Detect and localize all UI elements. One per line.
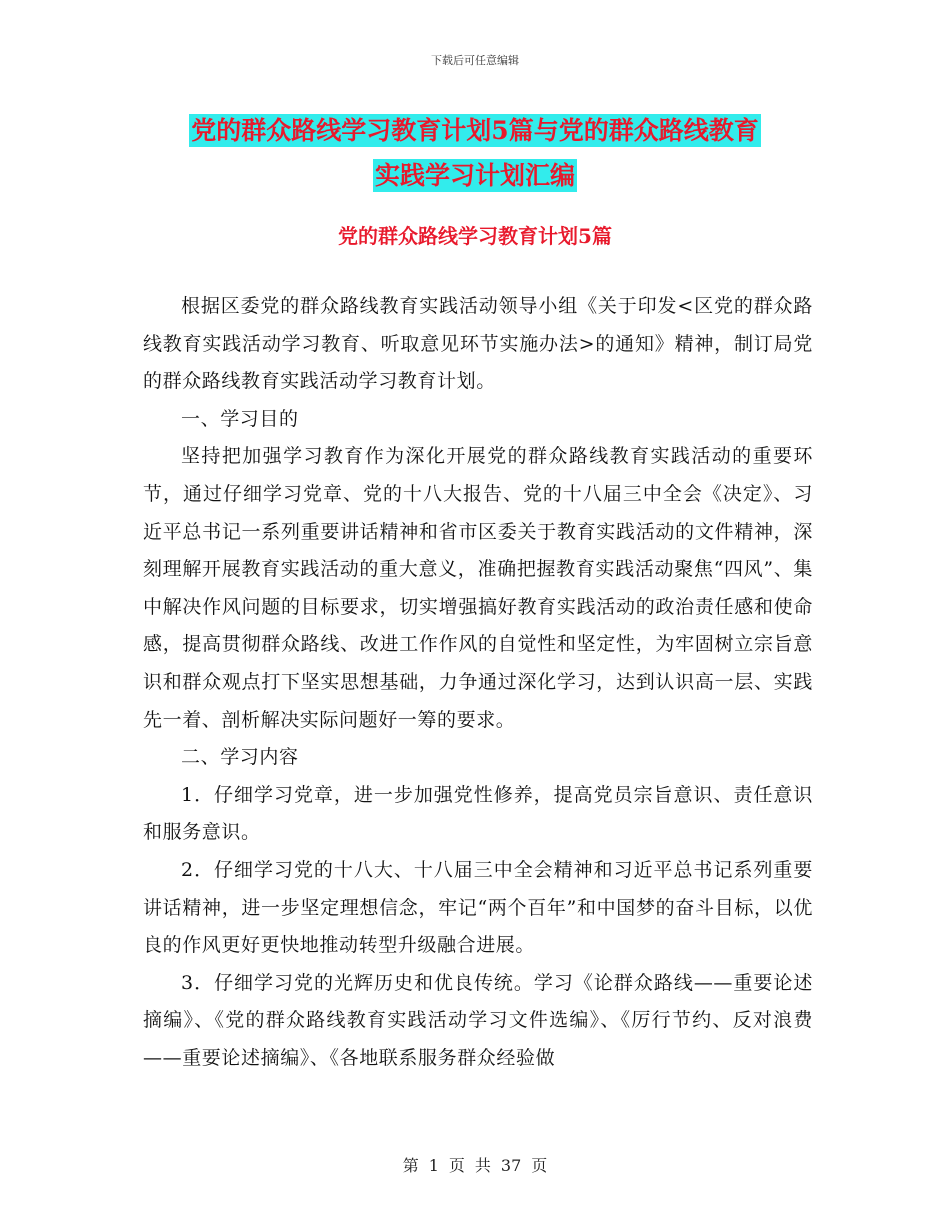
- page-footer: [0, 1153, 950, 1176]
- heading-study-purpose: 一、学习目的: [181, 407, 299, 430]
- paragraph-purpose: 坚持把加强学习教育作为深化开展党的群众路线教育实践活动的重要环节，通过仔细学习党章、党的十八大报告、党的十八届三中全会《决定》、习近平总书记一系列重要讲话精神和省市区委关于教育实践活动的文件精神，深刻理解开展教育实践活动的重大意义，准确把握教育实践活动聚焦“四风”、集中解决作风问题的目标要求，切实增强搞好教育实践活动的政治责任感和使命感，提高贯彻群众路线、改进工作作风的自觉性和坚定性，为牢固树立宗旨意识和群众观点打下坚实思想基础，力争通过深化学习，达到认识高一层、实践先一着、剖析解决实际问题好一筹的要求。: [143, 445, 813, 731]
- footer-total-prefix: 共: [474, 1156, 491, 1175]
- paragraph-item-3: 3．仔细学习党的光辉历史和优良传统。学习《论群众路线——重要论述摘编》、《党的群众路线教育实践活动学习文件选编》、《厉行节约、反对浪费——重要论述摘编》、《各地联系服务群众经验做: [143, 971, 813, 1069]
- page-header-note: 下载后可任意编辑: [431, 54, 519, 67]
- title-line-2: 实践学习计划汇编: [374, 161, 575, 190]
- footer-page-number: 1: [428, 1156, 439, 1175]
- section-title: 党的群众路线学习教育计划5篇: [338, 224, 612, 248]
- paragraph-intro: 根据区委党的群众路线教育实践活动领导小组《关于印发<区党的群众路线教育实践活动学习教育、听取意见环节实施办法>的通知》精神，制订局党的群众路线教育实践活动学习教育计划。: [143, 295, 813, 393]
- footer-total-pages: 37: [500, 1156, 522, 1175]
- paragraph-item-1: 1．仔细学习党章，进一步加强党性修养，提高党员宗旨意识、责任意识和服务意识。: [143, 783, 813, 844]
- document-title: [0, 108, 950, 198]
- heading-study-content: 二、学习内容: [181, 746, 299, 769]
- footer-page-prefix: 第: [402, 1156, 419, 1175]
- footer-page-mid: 页: [448, 1156, 465, 1175]
- title-line-1: 党的群众路线学习教育计划5篇与党的群众路线教育: [191, 116, 759, 145]
- document-body: [143, 288, 813, 1077]
- paragraph-item-2: 2．仔细学习党的十八大、十八届三中全会精神和习近平总书记系列重要讲话精神，进一步坚定理想信念，牢记“两个百年”和中国梦的奋斗目标，以优良的作风更好更快地推动转型升级融合进展。: [143, 858, 813, 957]
- footer-page-suffix: 页: [531, 1156, 548, 1175]
